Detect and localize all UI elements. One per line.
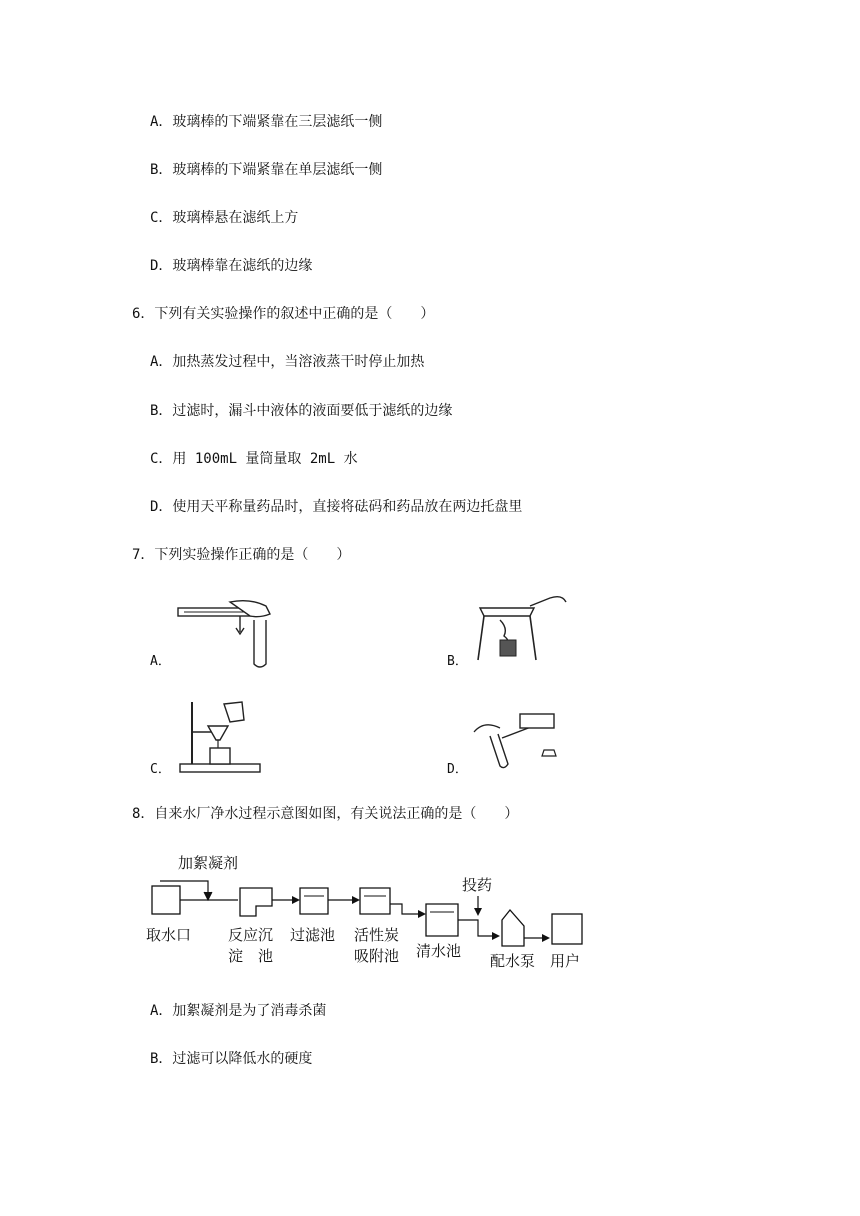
intake-box (152, 886, 180, 914)
q8-option-b: B．过滤可以降低水的硬度 (150, 1051, 313, 1067)
q5-option-b: B．玻璃棒的下端紧靠在单层滤纸一侧 (150, 162, 383, 178)
stage-label-filter: 过滤池 (290, 926, 336, 944)
filter-tank (300, 888, 328, 914)
clear-water-tank (426, 904, 458, 936)
activated-carbon-tank (360, 888, 390, 914)
q5-option-a: A．玻璃棒的下端紧靠在三层滤纸一侧 (150, 114, 383, 130)
q6-stem: 6．下列有关实验操作的叙述中正确的是（ ） (132, 306, 435, 322)
q8-water-treatment-diagram (140, 848, 600, 972)
q7-label-c: C． (150, 762, 171, 777)
q7-figure-a-dropper-test-tube (170, 590, 280, 670)
q5-option-c: C．玻璃棒悬在滤纸上方 (150, 210, 299, 226)
stage-label-intake: 取水口 (146, 926, 192, 944)
q6-option-d: D．使用天平称量药品时，直接将砝码和药品放在两边托盘里 (150, 499, 523, 515)
user-box (552, 914, 582, 944)
stage-label-clear-water: 清水池 (416, 942, 462, 960)
distribution-pump (502, 910, 524, 946)
stage-label-sedimentation-1: 反应沉 (228, 926, 274, 944)
stage-label-pump: 配水泵 (490, 952, 536, 970)
q8-stem: 8．自来水厂净水过程示意图如图，有关说法正确的是（ ） (132, 806, 519, 822)
q5-option-d: D．玻璃棒靠在滤纸的边缘 (150, 258, 313, 274)
dosing-label: 投药 (462, 876, 493, 894)
q6-option-a: A．加热蒸发过程中，当溶液蒸干时停止加热 (150, 354, 425, 370)
q6-option-b: B．过滤时，漏斗中液体的液面要低于滤纸的边缘 (150, 403, 453, 419)
q7-label-a: A． (150, 654, 171, 669)
stage-label-user: 用户 (550, 952, 581, 970)
q8-option-a: A．加絮凝剂是为了消毒杀菌 (150, 1003, 327, 1019)
q7-figure-d-powder-test-tube (470, 704, 570, 776)
sedimentation-tank (240, 888, 272, 916)
q7-stem: 7．下列实验操作正确的是（ ） (132, 547, 351, 563)
stage-label-carbon-1: 活性炭 (354, 926, 400, 944)
q7-figure-c-filtration-stand (180, 696, 276, 774)
q7-label-b: B． (447, 654, 468, 669)
q7-label-d: D． (447, 762, 468, 777)
q6-option-c: C．用 100mL 量筒量取 2mL 水 (150, 451, 358, 467)
q7-figure-b-evaporation-tripod (470, 592, 570, 664)
stage-label-sedimentation-2: 淀 池 (228, 947, 274, 965)
stage-label-carbon-2: 吸附池 (354, 947, 400, 965)
additive-flocculant-label: 加絮凝剂 (178, 854, 239, 872)
